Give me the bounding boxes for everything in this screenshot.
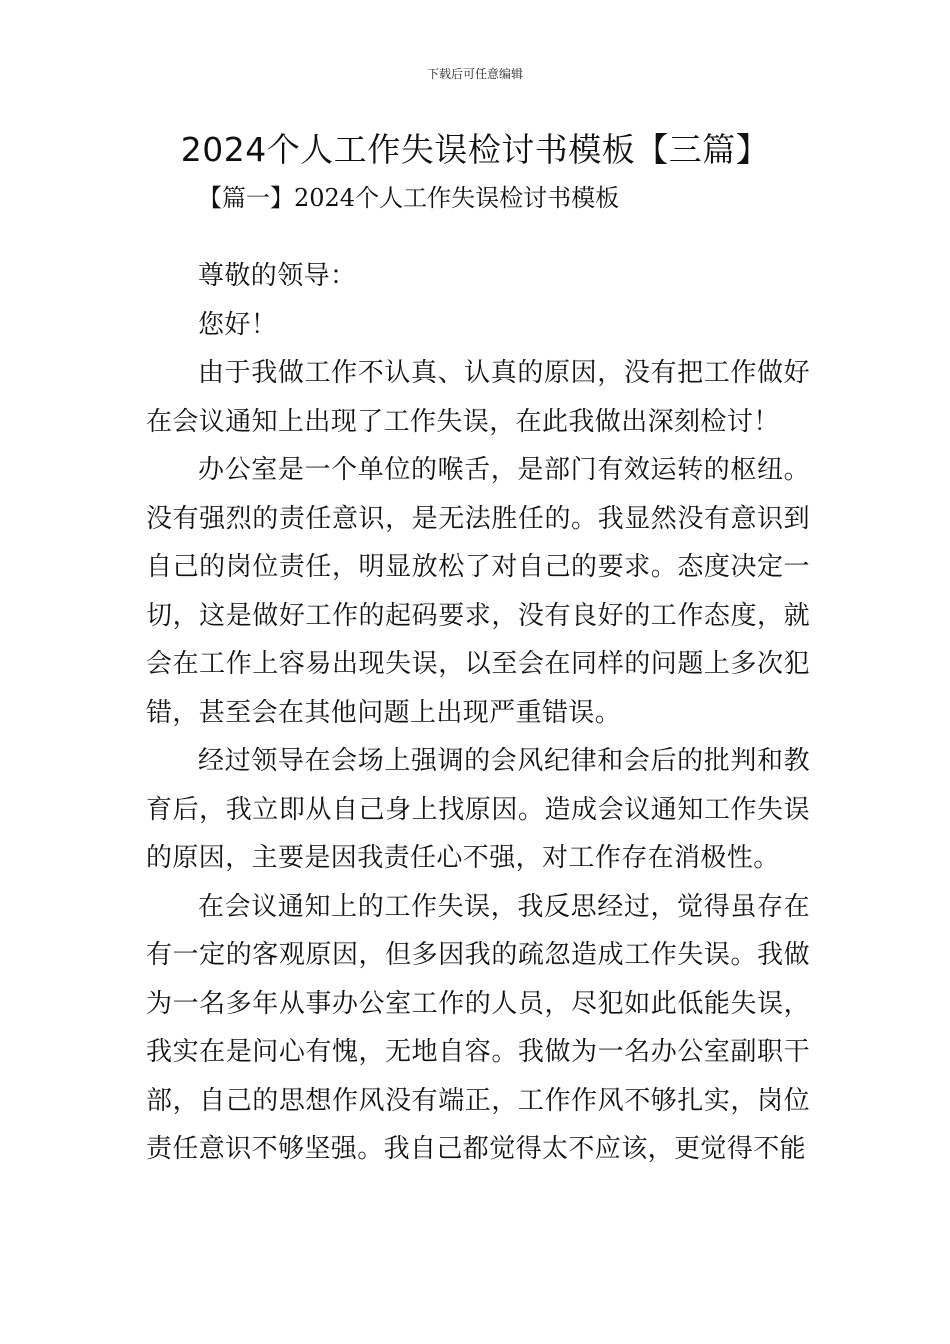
- salutation: 尊敬的领导：: [198, 261, 357, 291]
- document-title: 2024个人工作失误检讨书模板【三篇】: [180, 130, 770, 169]
- body-paragraph: 经过领导在会场上强调的会风纪律和会后的批判和教育后，我立即从自己身上找原因。造成会议通知工作失误的原因，主要是因我责任心不强，对工作存在消极性。: [146, 746, 810, 873]
- section-heading: 【篇一】2024个人工作失误检讨书模板: [198, 184, 620, 212]
- body-paragraph: 办公室是一个单位的喉舌，是部门有效运转的枢纽。没有强烈的责任意识，是无法胜任的。我显然没有意识到自己的岗位责任，明显放松了对自己的要求。态度决定一切，这是做好工作的起码要求，没有良好的工作态度，就会在工作上容易出现失误，以至会在同样的问题上多次犯错，甚至会在其他问题上出现严重错误。: [146, 455, 810, 728]
- body-paragraph: 由于我做工作不认真、认真的原因，没有把工作做好在会议通知上出现了工作失误，在此我做出深刻检讨！: [146, 358, 810, 437]
- document-body: [146, 252, 810, 1174]
- body-paragraph: 在会议通知上的工作失误，我反思经过，觉得虽存在有一定的客观原因，但多因我的疏忽造成工作失误。我做为一名多年从事办公室工作的人员，尽犯如此低能失误，我实在是问心有愧，无地自容。我做为一名办公室副职干部，自己的思想作风没有端正，工作作风不够扎实，岗位责任意识不够坚强。我自己都觉得太不应该，更觉得不能: [146, 891, 810, 1164]
- greeting: 您好！: [198, 309, 278, 340]
- header-note: 下载后可任意编辑: [426, 67, 523, 81]
